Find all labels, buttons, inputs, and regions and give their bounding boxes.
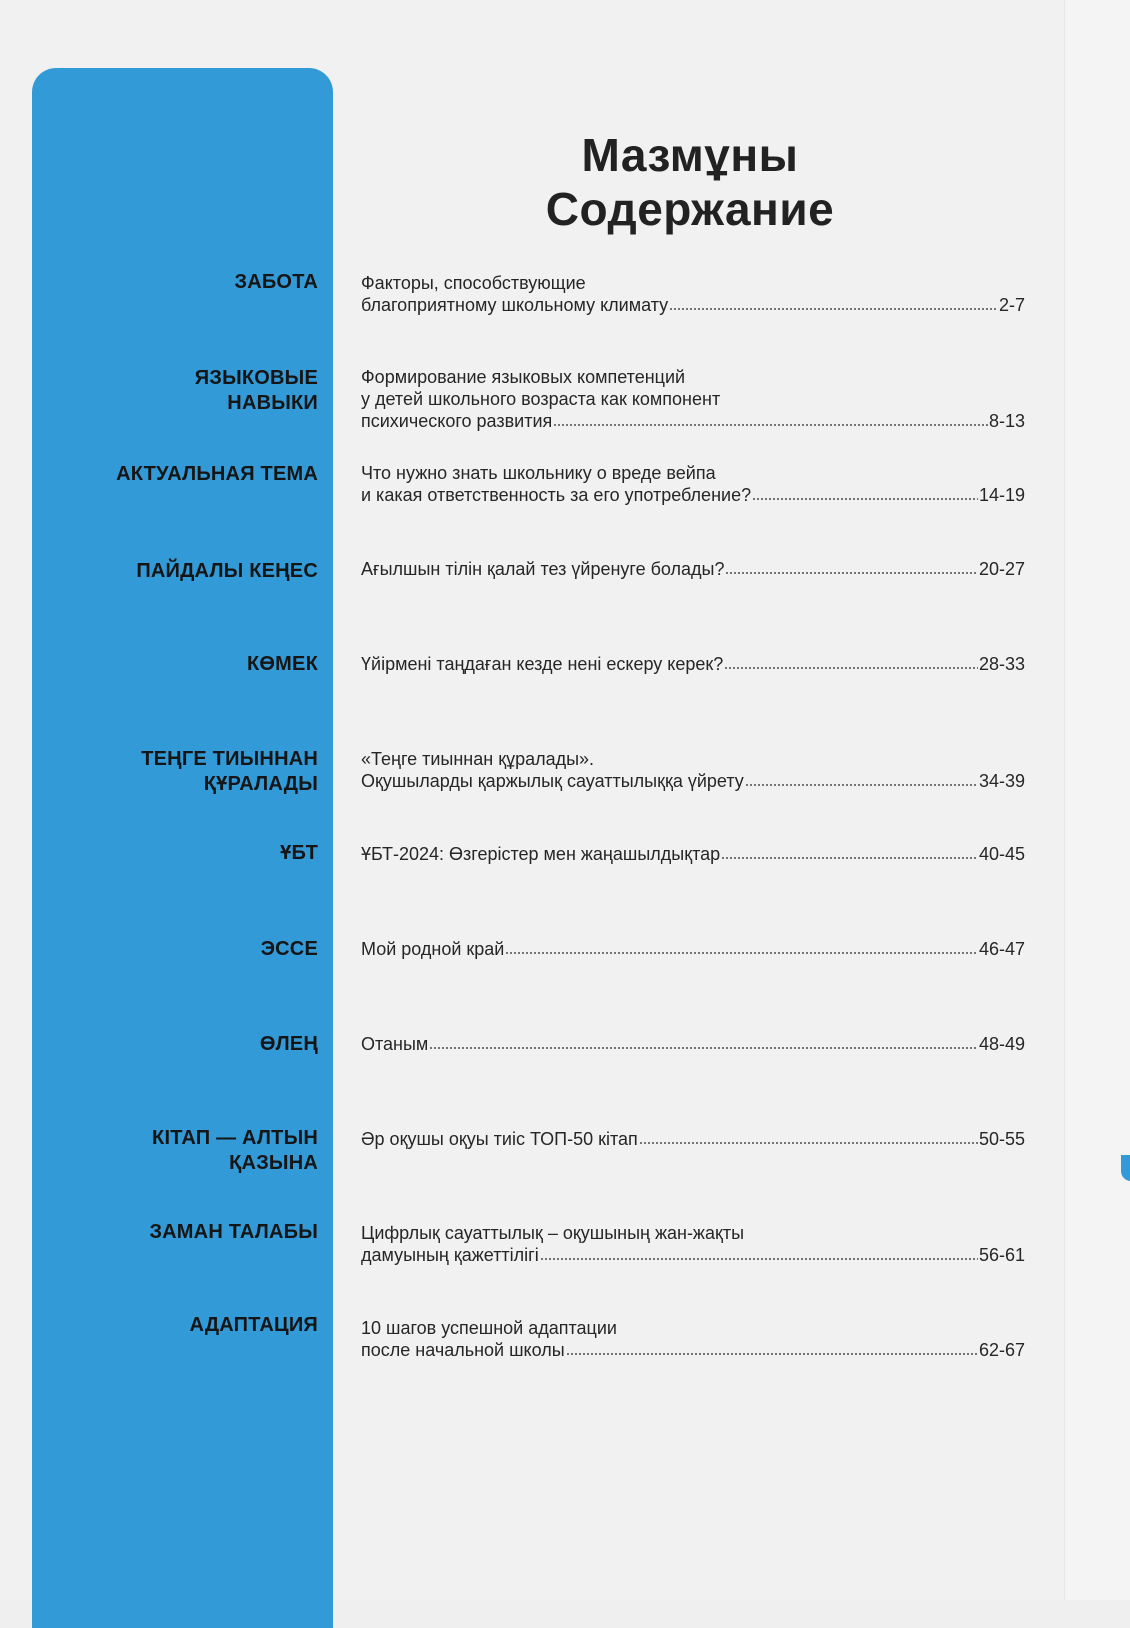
toc-entry-line: 10 шагов успешной адаптации <box>361 1318 617 1338</box>
page-range: 34-39 <box>978 771 1025 791</box>
next-page-tab-mark <box>1121 1155 1130 1181</box>
next-page-edge <box>1064 0 1130 1600</box>
page-range: 20-27 <box>978 559 1025 579</box>
toc-category-zaman-talaby: ЗАМАН ТАЛАБЫ <box>149 1221 318 1243</box>
dot-leader <box>566 1352 978 1356</box>
toc-entry-line: у детей школьного возраста как компонент <box>361 389 721 409</box>
page-range: 56-61 <box>978 1245 1025 1265</box>
toc-entry-line: благоприятному школьному климату <box>361 295 669 315</box>
page-range: 14-19 <box>978 485 1025 505</box>
toc-category-paidaly-kenes: ПАЙДАЛЫ КЕҢЕС <box>136 560 318 582</box>
page-range: 62-67 <box>978 1340 1025 1360</box>
toc-entry-line: Отаным <box>361 1034 429 1054</box>
toc-entry-line: дамуының қажеттілігі <box>361 1245 539 1265</box>
toc-entry-line: Формирование языковых компетенций <box>361 367 686 387</box>
page-range: 8-13 <box>988 411 1025 431</box>
toc-entry-line: ҰБТ-2024: Өзгерістер мен жаңашылдықтар <box>361 844 721 864</box>
dot-leader <box>429 1046 978 1050</box>
toc-category-kitap: КІТАП — АЛТЫН ҚАЗЫНА <box>152 1127 318 1174</box>
toc-entry-line: и какая ответственность за его употребление? <box>361 485 752 505</box>
dot-leader <box>752 497 978 501</box>
dot-leader <box>721 856 978 860</box>
toc-entry-line: Оқушыларды қаржылық сауаттылыққа үйрету <box>361 771 744 791</box>
toc-entry-10[interactable] <box>361 1128 1025 1150</box>
toc-entry-8[interactable] <box>361 938 1025 960</box>
dot-leader <box>553 423 988 427</box>
toc-entry-6[interactable] <box>361 748 1025 792</box>
toc-entry-line: Факторы, способствующие <box>361 273 586 293</box>
toc-entry-line: Мой родной край <box>361 939 505 959</box>
toc-category-ubt: ҰБТ <box>280 842 318 864</box>
page-range: 46-47 <box>978 939 1025 959</box>
toc-category-olen: ӨЛЕҢ <box>259 1033 318 1055</box>
toc-entry-line: «Теңге тиыннан құралады». <box>361 749 595 769</box>
page-range: 50-55 <box>978 1129 1025 1149</box>
toc-entry-5[interactable] <box>361 653 1025 675</box>
page-range: 48-49 <box>978 1034 1025 1054</box>
toc-category-zabota: ЗАБОТА <box>234 271 318 293</box>
toc-entry-1[interactable] <box>361 272 1025 316</box>
toc-entry-4[interactable] <box>361 558 1025 580</box>
dot-leader <box>540 1257 978 1261</box>
toc-category-tenge-tiynnan: ТЕҢГЕ ТИЫННАН ҚҰРАЛАДЫ <box>141 748 318 795</box>
page-range: 2-7 <box>998 295 1025 315</box>
page-range: 28-33 <box>978 654 1025 674</box>
title-kazakh: Мазмұны <box>581 129 799 181</box>
toc-entry-line: Что нужно знать школьнику о вреде вейпа <box>361 463 716 483</box>
toc-category-esse: ЭССЕ <box>260 938 318 960</box>
dot-leader <box>725 571 977 575</box>
toc-category-komek: КӨМЕК <box>247 653 318 675</box>
dot-leader <box>639 1141 978 1145</box>
title-russian: Содержание <box>545 183 835 235</box>
toc-entry-11[interactable] <box>361 1222 1025 1266</box>
toc-category-adaptaciya: АДАПТАЦИЯ <box>189 1314 318 1336</box>
toc-category-aktualnaya-tema: АКТУАЛЬНАЯ ТЕМА <box>116 463 318 485</box>
toc-entry-line: Ағылшын тілін қалай тез үйренуге болады? <box>361 559 725 579</box>
dot-leader <box>505 951 978 955</box>
toc-entry-line: психического развития <box>361 411 553 431</box>
toc-entry-line: Үйірмені таңдаған кезде нені ескеру керек? <box>361 654 724 674</box>
toc-entry-12[interactable] <box>361 1317 1025 1361</box>
toc-entry-line: Цифрлық сауаттылық – оқушының жан-жақты <box>361 1223 745 1243</box>
toc-entry-line: после начальной школы <box>361 1340 565 1360</box>
toc-category-yazykovye-navyki: ЯЗЫКОВЫЕ НАВЫКИ <box>194 367 318 414</box>
page-title <box>460 128 920 236</box>
toc-entry-9[interactable] <box>361 1033 1025 1055</box>
dot-leader <box>745 783 978 787</box>
dot-leader <box>724 666 978 670</box>
toc-entry-2[interactable] <box>361 366 1025 432</box>
toc-entry-3[interactable] <box>361 462 1025 506</box>
page-range: 40-45 <box>978 844 1025 864</box>
toc-entry-line: Әр оқушы оқуы тиіс ТОП-50 кітап <box>361 1129 638 1149</box>
dot-leader <box>669 307 998 311</box>
toc-entry-7[interactable] <box>361 843 1025 865</box>
